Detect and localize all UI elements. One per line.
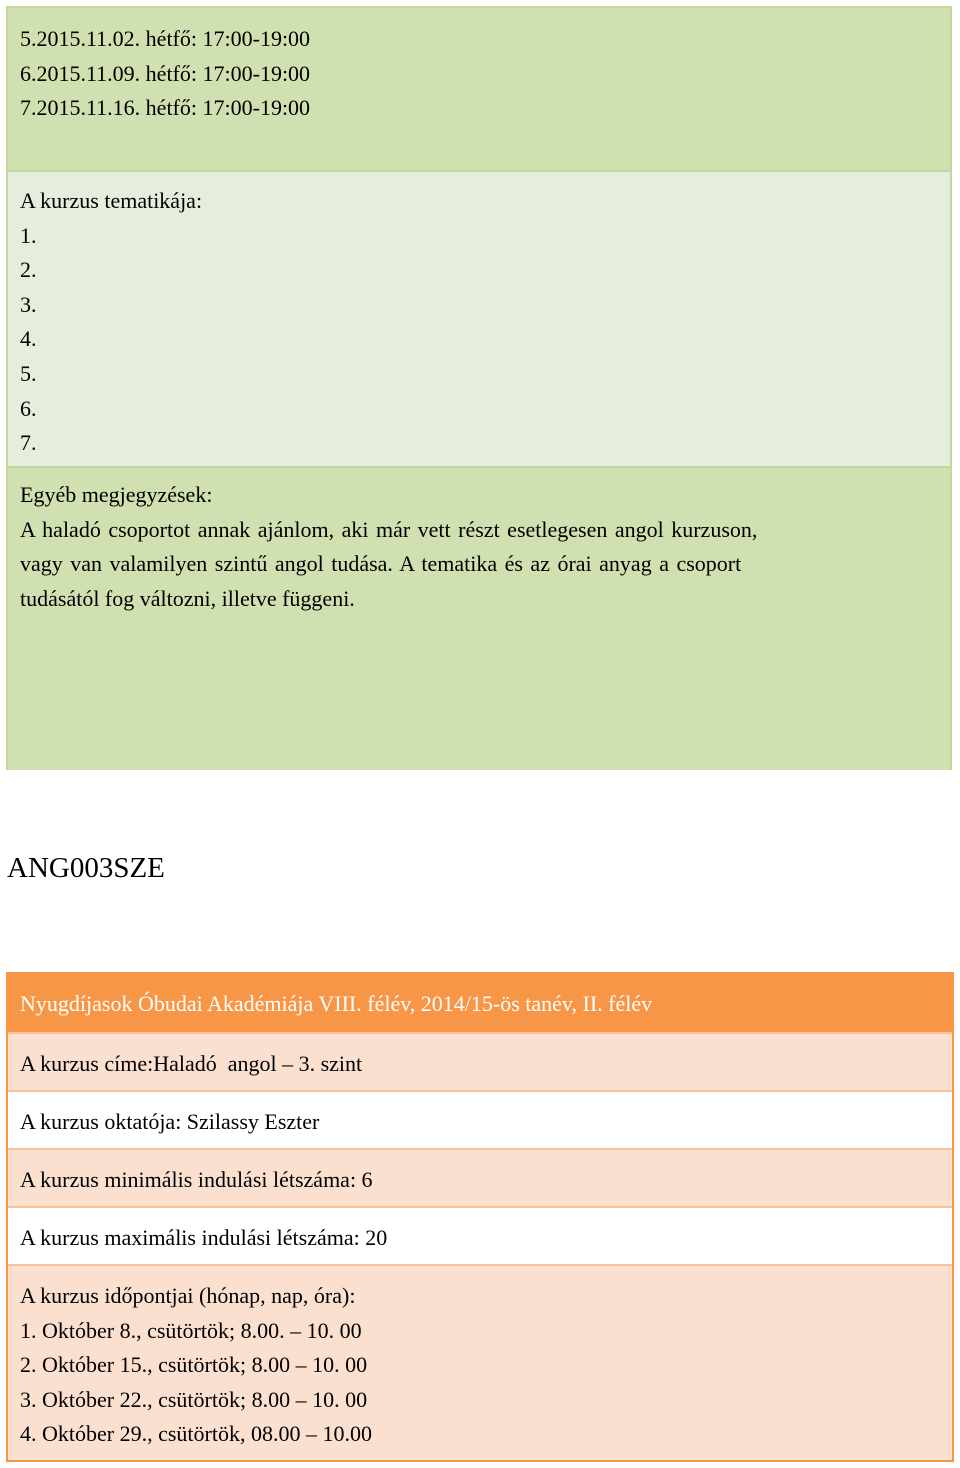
thematics-item: 4.	[20, 326, 37, 352]
date-line: 5.2015.11.02. hétfő: 17:00-19:00	[20, 26, 311, 51]
schedule-item: 3. Október 22., csütörtök; 8.00 – 10. 00	[20, 1386, 368, 1412]
course-title-text: A kurzus címe:Haladó angol – 3. szint	[20, 1051, 363, 1076]
schedule-row	[8, 1264, 952, 1460]
notes-label: Egyéb megjegyzések:	[20, 482, 213, 507]
schedule-label: A kurzus időpontjai (hónap, nap, óra):	[20, 1283, 356, 1308]
thematics-item: 2.	[20, 257, 37, 283]
thematics-cell	[8, 170, 950, 468]
min-participants-text: A kurzus minimális indulási létszáma: 6	[20, 1167, 373, 1192]
max-participants-row	[8, 1206, 952, 1264]
course-title-row	[8, 1032, 952, 1090]
notes-line: tudásától fog változni, illetve függeni.	[20, 585, 355, 611]
teacher-row	[8, 1090, 952, 1148]
notes-line: vagy van valamilyen szintű angol tudása. A tematika és az órai anyag a csoport	[20, 551, 742, 577]
date-line: 7.2015.11.16. hétfő: 17:00-19:00	[20, 95, 311, 121]
min-participants-row	[8, 1148, 952, 1206]
schedule-item: 2. Október 15., csütörtök; 8.00 – 10. 00	[20, 1352, 368, 1378]
schedule-item: 1. Október 8., csütörtök; 8.00. – 10. 00	[20, 1317, 362, 1343]
thematics-item: 5.	[20, 360, 37, 386]
thematics-item: 3.	[20, 291, 37, 317]
thematics-item: 1.	[20, 222, 37, 248]
thematics-label: A kurzus tematikája:	[20, 188, 203, 213]
thematics-item: 7.	[20, 430, 37, 456]
course-code-heading: ANG003SZE	[7, 852, 165, 884]
date-line: 6.2015.11.09. hétfő: 17:00-19:00	[20, 60, 311, 86]
dates-cell	[8, 8, 950, 170]
thematics-item: 6.	[20, 395, 37, 421]
course-info-table-green	[6, 6, 952, 770]
course-info-table-orange	[6, 972, 954, 1462]
notes-line: A haladó csoportot annak ajánlom, aki már vett részt esetlegesen angol kurzuson,	[20, 516, 758, 542]
teacher-text: A kurzus oktatója: Szilassy Eszter	[20, 1109, 320, 1134]
header-text: Nyugdíjasok Óbudai Akadémiája VIII. félév, 2014/15-ös tanév, II. félév	[20, 991, 653, 1016]
max-participants-text: A kurzus maximális indulási létszáma: 20	[20, 1225, 388, 1250]
schedule-item: 4. Október 29., csütörtök, 08.00 – 10.00	[20, 1421, 372, 1447]
table-header	[8, 974, 952, 1032]
notes-cell	[8, 468, 950, 770]
